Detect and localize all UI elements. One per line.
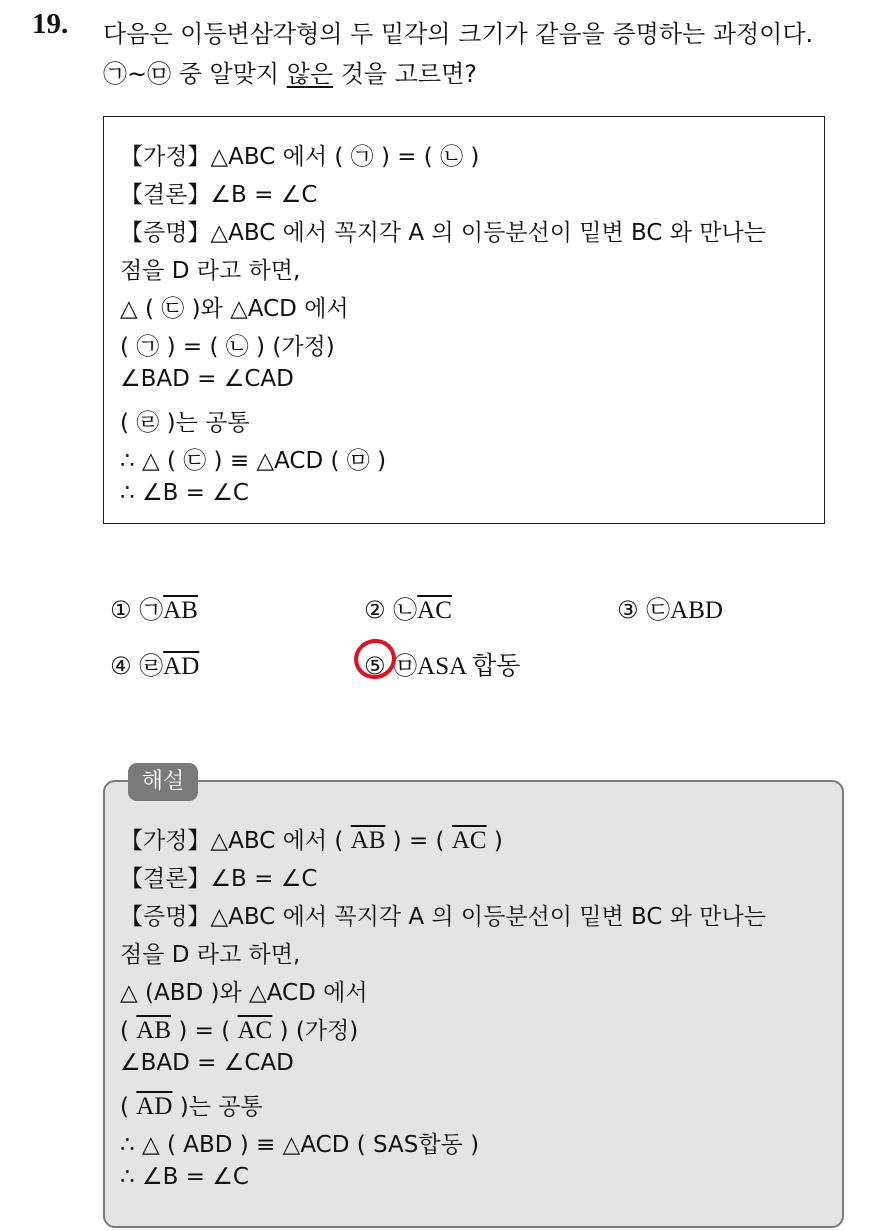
choice-4[interactable]: ④ $㉣\overline{AD}$ [110,652,200,680]
solution-line-8: ( $\overline{AD}$ )는 공통 [120,1093,263,1120]
proof-line-4: 점을 D 라고 하면, [120,258,301,284]
solution-line-5: △ (ABD )와 △ACD 에서 [120,980,368,1006]
proof-line-10: ∴ ∠B = ∠C [120,480,249,506]
underlined-word: 않은 [286,60,334,88]
proof-line-5: △ ( ㉢ )와 △ACD 에서 [120,296,349,322]
proof-line-8: ( ㉣ )는 공통 [120,410,250,436]
proof-line-9: ∴ △ ( ㉢ ) ≡ △ACD ( ㉤ ) [120,448,387,474]
solution-line-9: ∴ △ ( ABD ) ≡ △ACD ( SAS합동 ) [120,1132,480,1158]
solution-line-7: ∠BAD = ∠CAD [120,1050,294,1076]
solution-line-3: 【증명】△ABC 에서 꼭지각 A 의 이등분선이 밑변 BC 와 만나는 [120,904,766,930]
solution-line-10: ∴ ∠B = ∠C [120,1164,249,1190]
choice-3[interactable]: ③ ㉢ABD [617,596,723,624]
proof-line-3: 【증명】△ABC 에서 꼭지각 A 의 이등분선이 밑변 BC 와 만나는 [120,220,766,246]
proof-line-6: ( ㉠ ) = ( ㉡ ) (가정) [120,334,335,360]
choice-1[interactable]: ① $㉠\overline{AB}$ [110,596,198,624]
solution-line-2: 【결론】∠B = ∠C [120,866,318,892]
solution-line-1: 【가정】△ABC 에서 ( $\overline{AB}$ ) = ( $\overline{AC}$ ) [120,827,503,854]
question-text-line-2: ㉠~㉤ 중 알맞지 않은 것을 고르면? [103,60,478,88]
choice-5[interactable]: ⑤ ㉤ASA 합동 [364,652,521,680]
choice-2[interactable]: ② $㉡\overline{AC}$ [364,596,452,624]
question-number: 19. [32,8,69,40]
question-text-line-1: 다음은 이등변삼각형의 두 밑각의 크기가 같음을 증명하는 과정이다. [103,20,814,48]
proof-line-7: ∠BAD = ∠CAD [120,366,294,392]
solution-line-4: 점을 D 라고 하면, [120,942,301,968]
solution-line-6: ( $\overline{AB}$ ) = ( $\overline{AC}$ ) (가정) [120,1017,359,1044]
proof-line-2: 【결론】∠B = ∠C [120,182,318,208]
solution-tag: 해설 [128,763,198,801]
proof-line-1: 【가정】△ABC 에서 ( ㉠ ) = ( ㉡ ) [120,144,480,170]
